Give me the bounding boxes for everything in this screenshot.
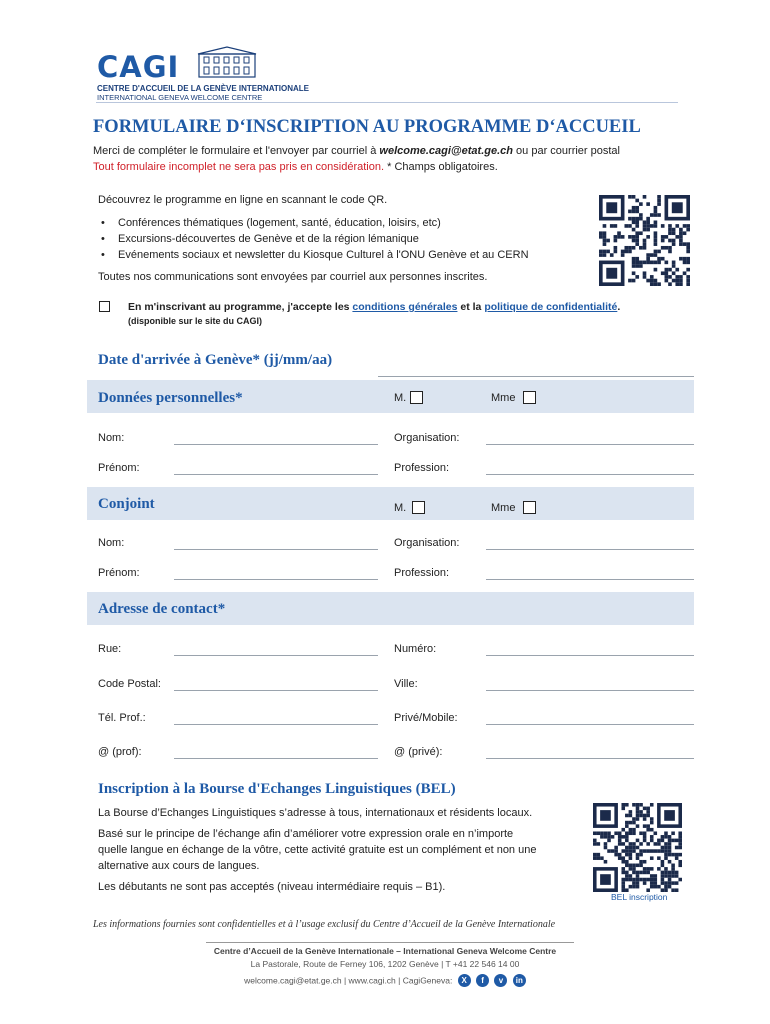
code-postal-field[interactable]	[174, 690, 378, 691]
form-title: FORMULAIRE D‘INSCRIPTION AU PROGRAMME D‘ACCUEIL	[93, 117, 641, 137]
communications-text: Toutes nos communications sont envoyées par courriel aux personnes inscrites.	[98, 271, 488, 283]
email-prof-label: @ (prof):	[98, 746, 142, 758]
bel-paragraph-1: La Bourse d’Echanges Linguistiques s’adresse à tous, internationaux et résidents locaux.	[98, 807, 533, 819]
incomplete-warning: Tout formulaire incomplet ne sera pas pris en considération.	[93, 161, 385, 173]
personal-section-title: Données personnelles*	[98, 390, 243, 406]
address-section-title: Adresse de contact*	[98, 601, 226, 617]
mrs-checkbox[interactable]	[523, 391, 536, 404]
intro-line2	[93, 161, 498, 173]
nom-label: Nom:	[98, 432, 125, 444]
ville-label: Ville:	[394, 678, 418, 690]
consent-label-mid: et la	[457, 301, 485, 313]
footer-org: Centre d’Accueil de la Genève Internationale – International Geneva Welcome Centre	[213, 946, 557, 956]
rue-field[interactable]	[174, 655, 378, 656]
prenom-field[interactable]	[174, 474, 378, 475]
nom-field[interactable]	[174, 444, 378, 445]
required-note: * Champs obligatoires.	[384, 161, 498, 173]
spouse-profession-label: Profession:	[394, 567, 450, 579]
spouse-profession-field[interactable]	[486, 579, 694, 580]
linkedin-icon[interactable]: in	[513, 974, 526, 987]
tel-prof-label: Tél. Prof.:	[98, 712, 146, 724]
program-bullet: • Excursions-découvertes de Genève et de la région lémanique	[118, 233, 419, 245]
intro-text-end: ou par courrier postal	[513, 145, 620, 157]
x-twitter-icon[interactable]: X	[458, 974, 471, 987]
discover-text: Découvrez le programme en ligne en scannant le code QR.	[98, 194, 388, 206]
footer-address: La Pastorale, Route de Ferney 106, 1202 Genève | T +41 22 546 14 00	[250, 959, 520, 969]
program-bullet: • Evénements sociaux et newsletter du Kiosque Culturel à l'ONU Genève et au CERN	[118, 249, 529, 261]
email-prof-field[interactable]	[174, 758, 378, 759]
bel-paragraph-3: Les débutants ne sont pas acceptés (niveau intermédiaire requis – B1).	[98, 881, 446, 893]
consent-checkbox[interactable]	[99, 301, 110, 312]
header-divider	[96, 102, 678, 103]
building-icon	[196, 46, 258, 78]
contact-email[interactable]: welcome.cagi@etat.ge.ch	[379, 145, 513, 157]
spouse-organisation-field[interactable]	[486, 549, 694, 550]
spouse-mrs-checkbox[interactable]	[523, 501, 536, 514]
consent-note: (disponible sur le site du CAGI)	[128, 316, 263, 326]
intro-line1	[93, 145, 620, 157]
spouse-section-header	[87, 487, 694, 520]
footer-contact	[0, 974, 770, 987]
consent-label-end: .	[617, 301, 621, 313]
email-prive-field[interactable]	[486, 758, 694, 759]
spouse-mr-label: M.	[394, 502, 407, 514]
mr-checkbox[interactable]	[410, 391, 423, 404]
email-prive-label: @ (privé):	[394, 746, 443, 758]
bel-section-title: Inscription à la Bourse d'Echanges Linguistiques (BEL)	[98, 781, 456, 797]
bel-paragraph-2-line1: Basé sur le principe de l’échange afin d’améliorer votre expression orale en n’importe	[98, 828, 514, 840]
code-postal-label: Code Postal:	[98, 678, 161, 690]
vimeo-icon[interactable]: v	[494, 974, 507, 987]
intro-text: Merci de compléter le formulaire et l'envoyer par courriel à	[93, 145, 380, 157]
tel-prof-field[interactable]	[174, 724, 378, 725]
logo-subtitle-fr: CENTRE D'ACCUEIL DE LA GENÈVE INTERNATIONALE	[97, 84, 309, 93]
profession-field[interactable]	[486, 474, 694, 475]
program-qr-code	[599, 195, 690, 286]
confidentiality-note: Les informations fournies sont confidentielles et à l’usage exclusif du Centre d’Accueil de la Genève Internationale	[93, 919, 556, 930]
spouse-section-title: Conjoint	[98, 496, 155, 512]
facebook-icon[interactable]: f	[476, 974, 489, 987]
bel-paragraph-2-line3: alternative aux cours de langues.	[98, 860, 260, 872]
spouse-prenom-label: Prénom:	[98, 567, 140, 579]
consent-label: En m'inscrivant au programme, j'accepte les	[128, 301, 353, 313]
organisation-label: Organisation:	[394, 432, 460, 444]
bel-qr-caption: BEL inscription	[611, 892, 668, 902]
prive-mobile-label: Privé/Mobile:	[394, 712, 458, 724]
footer-divider	[206, 942, 574, 943]
bel-qr-code	[593, 803, 682, 892]
mrs-label: Mme	[491, 392, 516, 404]
arrival-date-title: Date d'arrivée à Genève* (jj/mm/aa)	[98, 352, 333, 368]
numero-field[interactable]	[486, 655, 694, 656]
cagi-logo: CAGI	[97, 50, 180, 84]
spouse-prenom-field[interactable]	[174, 579, 378, 580]
privacy-policy-link[interactable]: politique de confidentialité	[484, 301, 618, 313]
footer-contact-text: welcome.cagi@etat.ge.ch | www.cagi.ch | CagiGeneva:	[244, 975, 453, 986]
arrival-date-field[interactable]	[378, 376, 694, 377]
spouse-mr-checkbox[interactable]	[412, 501, 425, 514]
rue-label: Rue:	[98, 643, 122, 655]
spouse-organisation-label: Organisation:	[394, 537, 460, 549]
spouse-nom-field[interactable]	[174, 549, 378, 550]
profession-label: Profession:	[394, 462, 450, 474]
prenom-label: Prénom:	[98, 462, 140, 474]
spouse-mrs-label: Mme	[491, 502, 516, 514]
mr-label: M.	[394, 392, 407, 404]
organisation-field[interactable]	[486, 444, 694, 445]
program-bullet: • Conférences thématiques (logement, santé, éducation, loisirs, etc)	[118, 217, 441, 229]
prive-mobile-field[interactable]	[486, 724, 694, 725]
consent-text	[128, 301, 620, 313]
ville-field[interactable]	[486, 690, 694, 691]
spouse-nom-label: Nom:	[98, 537, 125, 549]
numero-label: Numéro:	[394, 643, 437, 655]
logo-subtitle-en: INTERNATIONAL GENEVA WELCOME CENTRE	[97, 93, 263, 102]
conditions-link[interactable]: conditions générales	[352, 301, 458, 313]
bel-paragraph-2-line2: quelle langue en échange de la vôtre, cette activité gratuite est un complément et non une	[98, 844, 537, 856]
